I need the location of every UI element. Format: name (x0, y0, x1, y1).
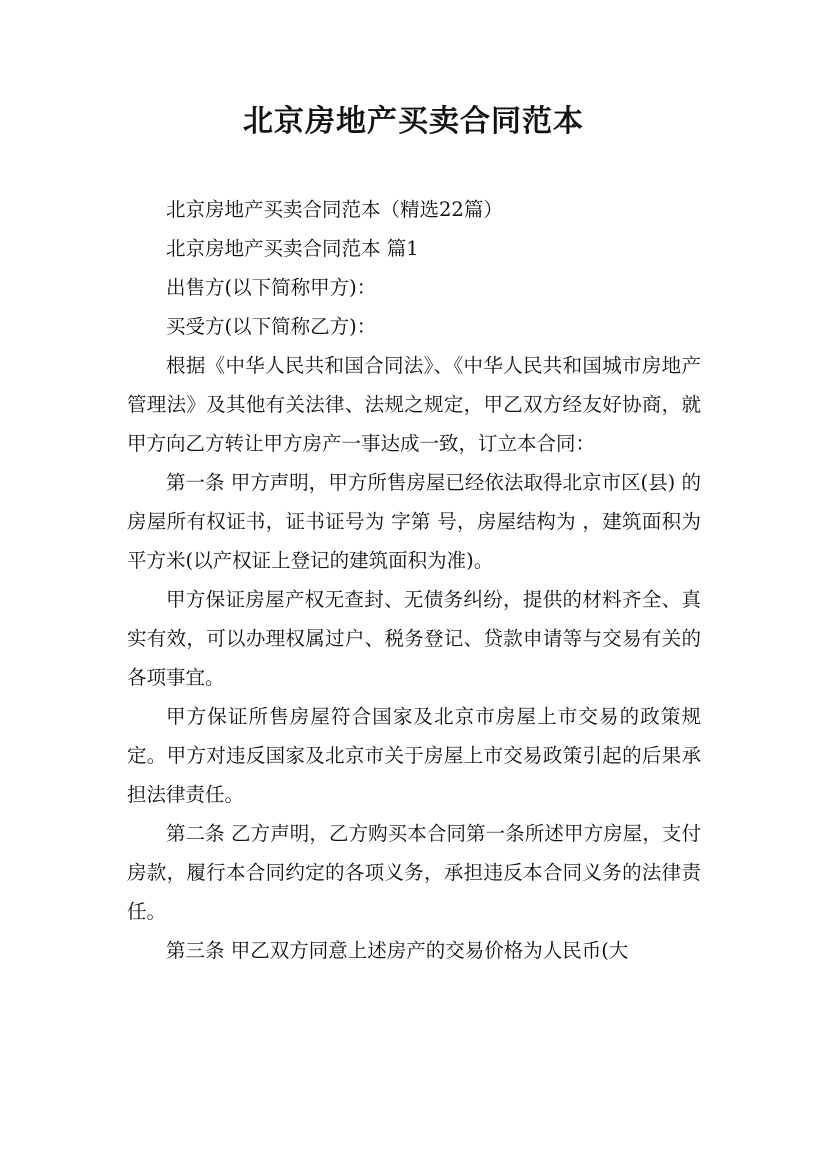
document-title: 北京房地产买卖合同范本 (243, 104, 584, 139)
paragraph-heading: 北京房地产买卖合同范本 篇1 (166, 237, 419, 260)
paragraph-article-3: 第三条 甲乙双方同意上述房产的交易价格为人民币(大 (166, 939, 629, 962)
paragraph-guarantee-1: 甲方保证房屋产权无查封、无债务纠纷，提供的材料齐全、真实有效，可以办理权属过户、税务登记、贷款申请等与交易有关的各项事宜。 (127, 588, 701, 689)
paragraph-article-2: 第二条 乙方声明，乙方购买本合同第一条所述甲方房屋，支付房款，履行本合同约定的各项义务，承担违反本合同义务的法律责任。 (127, 822, 701, 923)
document-body (127, 190, 701, 970)
paragraph-subtitle: 北京房地产买卖合同范本（精选22篇） (166, 198, 503, 221)
paragraph-buyer: 买受方(以下简称乙方)： (166, 315, 377, 338)
paragraph-preamble: 根据《中华人民共和国合同法》、《中华人民共和国城市房地产管理法》及其他有关法律、法规之规定，甲乙双方经友好协商，就甲方向乙方转让甲方房产一事达成一致，订立本合同： (127, 354, 701, 455)
paragraph-guarantee-2: 甲方保证所售房屋符合国家及北京市房屋上市交易的政策规定。甲方对违反国家及北京市关于房屋上市交易政策引起的后果承担法律责任。 (127, 705, 701, 806)
paragraph-seller: 出售方(以下简称甲方)： (166, 276, 377, 299)
paragraph-article-1: 第一条 甲方声明，甲方所售房屋已经依法取得北京市区(县) 的房屋所有权证书，证书证号为 字第 号，房屋结构为 ，建筑面积为 平方米(以产权证上登记的建筑面积为准)。 (127, 471, 701, 572)
